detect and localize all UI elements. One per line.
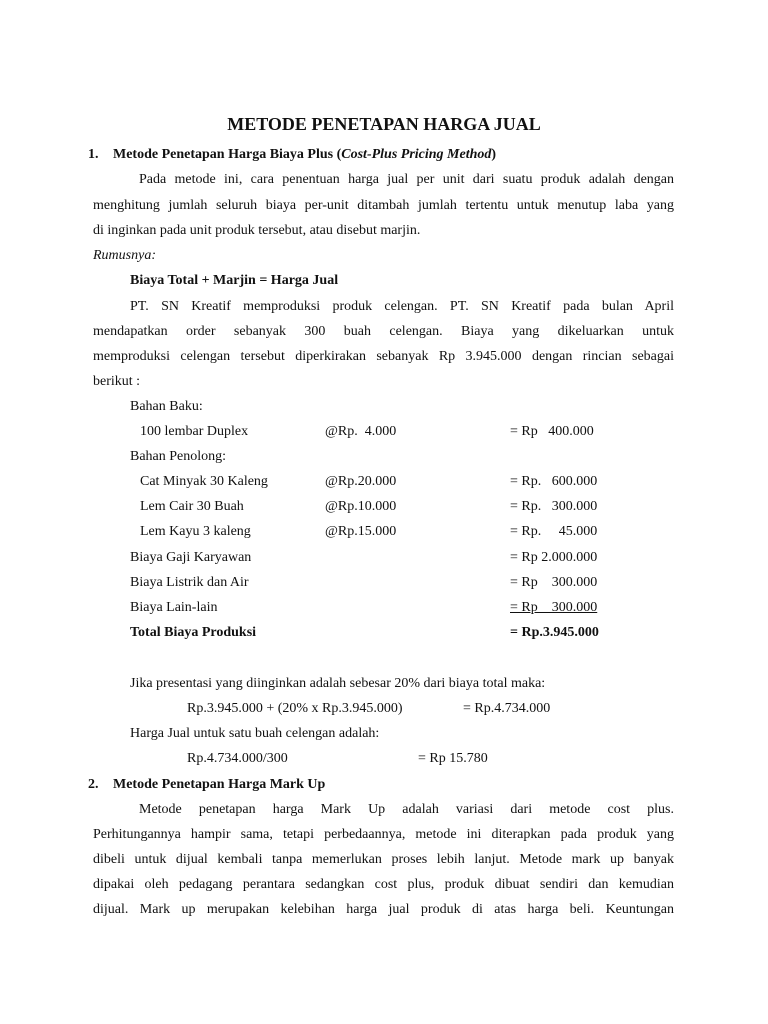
- calc-expr-1: Rp.3.945.000 + (20% x Rp.3.945.000): [187, 701, 403, 716]
- para1-line-2: menghitung jumlah seluruh biaya per-unit ditambah jumlah tertentu untuk menutup laba yang: [93, 198, 674, 213]
- para2-line-4: berikut :: [93, 374, 141, 389]
- bahan-penolong-label: Bahan Penolong:: [130, 449, 227, 464]
- bahan-baku-label: Bahan Baku:: [130, 399, 203, 414]
- cost-item-lain: Biaya Lain-lain: [130, 600, 218, 615]
- cost-total-lain: = Rp 300.000: [510, 600, 598, 615]
- section-1-heading-italic: Cost-Plus Pricing Method: [341, 147, 492, 162]
- section-1-number: 1.: [88, 147, 99, 162]
- cost-item-listrik: Biaya Listrik dan Air: [130, 575, 249, 590]
- section-2-line-5: dijual. Mark up merupakan kelebihan harga jual produk di atas harga beli. Keuntungan: [93, 902, 674, 917]
- para2-line-2: mendapatkan order sebanyak 300 buah celengan. Biaya yang dikeluarkan untuk: [93, 324, 674, 339]
- para2-line-3: memproduksi celengan tersebut diperkirakan sebanyak Rp 3.945.000 dengan rincian sebagai: [93, 349, 674, 364]
- cost-total-lem-cair: = Rp. 300.000: [510, 499, 598, 514]
- cost-item-total: Total Biaya Produksi: [130, 625, 257, 640]
- section-2-number: 2.: [88, 777, 99, 792]
- cost-item-gaji: Biaya Gaji Karyawan: [130, 550, 252, 565]
- cost-price-duplex: @Rp. 4.000: [325, 424, 397, 439]
- cost-total-listrik: = Rp 300.000: [510, 575, 598, 590]
- calc-result-1: = Rp.4.734.000: [463, 701, 551, 716]
- cost-price-cat: @Rp.20.000: [325, 474, 397, 489]
- cost-total-duplex: = Rp 400.000: [510, 424, 594, 439]
- section-2-line-1: Metode penetapan harga Mark Up adalah variasi dari metode cost plus.: [139, 802, 674, 817]
- section-2-line-3: dibeli untuk dijual kembali tanpa memerlukan proses lebih lanjut. Metode mark up banyak: [93, 852, 674, 867]
- para1-line-1: Pada metode ini, cara penentuan harga jual per unit dari suatu produk adalah dengan: [139, 172, 674, 187]
- para1-line-3: di inginkan pada unit produk tersebut, atau disebut marjin.: [93, 223, 421, 238]
- cost-item-duplex: 100 lembar Duplex: [140, 424, 249, 439]
- calc-result-2: = Rp 15.780: [418, 751, 488, 766]
- cost-total-cat: = Rp. 600.000: [510, 474, 598, 489]
- calc-line-1: Jika presentasi yang diinginkan adalah sebesar 20% dari biaya total maka:: [130, 676, 546, 691]
- cost-price-lem-cair: @Rp.10.000: [325, 499, 397, 514]
- section-2-line-4: dipakai oleh pedagang perantara sedangkan cost plus, produk dibuat sendiri dan kemudian: [93, 877, 674, 892]
- cost-price-lem-kayu: @Rp.15.000: [325, 524, 397, 539]
- cost-total-lem-kayu: = Rp. 45.000: [510, 524, 598, 539]
- cost-total-total: = Rp.3.945.000: [510, 625, 599, 640]
- page-title: METODE PENETAPAN HARGA JUAL: [227, 114, 541, 134]
- cost-item-lem-cair: Lem Cair 30 Buah: [140, 499, 244, 514]
- formula: Biaya Total + Marjin = Harga Jual: [130, 273, 339, 288]
- section-1-heading-plain: Metode Penetapan Harga Biaya Plus (: [113, 147, 342, 162]
- section-1-heading-close: ): [491, 147, 497, 162]
- section-1-heading: [113, 145, 496, 165]
- calc-line-2: Harga Jual untuk satu buah celengan adalah:: [130, 726, 380, 741]
- formula-label: Rumusnya:: [93, 248, 156, 263]
- section-2-line-2: Perhitungannya hampir sama, tetapi perbedaannya, metode ini diterapkan pada produk yang: [93, 827, 674, 842]
- para2-line-1: PT. SN Kreatif memproduksi produk celengan. PT. SN Kreatif pada bulan April: [130, 299, 674, 314]
- calc-expr-2: Rp.4.734.000/300: [187, 751, 288, 766]
- cost-item-cat: Cat Minyak 30 Kaleng: [140, 474, 268, 489]
- section-2-heading: Metode Penetapan Harga Mark Up: [113, 777, 326, 792]
- cost-item-lem-kayu: Lem Kayu 3 kaleng: [140, 524, 251, 539]
- cost-total-gaji: = Rp 2.000.000: [510, 550, 598, 565]
